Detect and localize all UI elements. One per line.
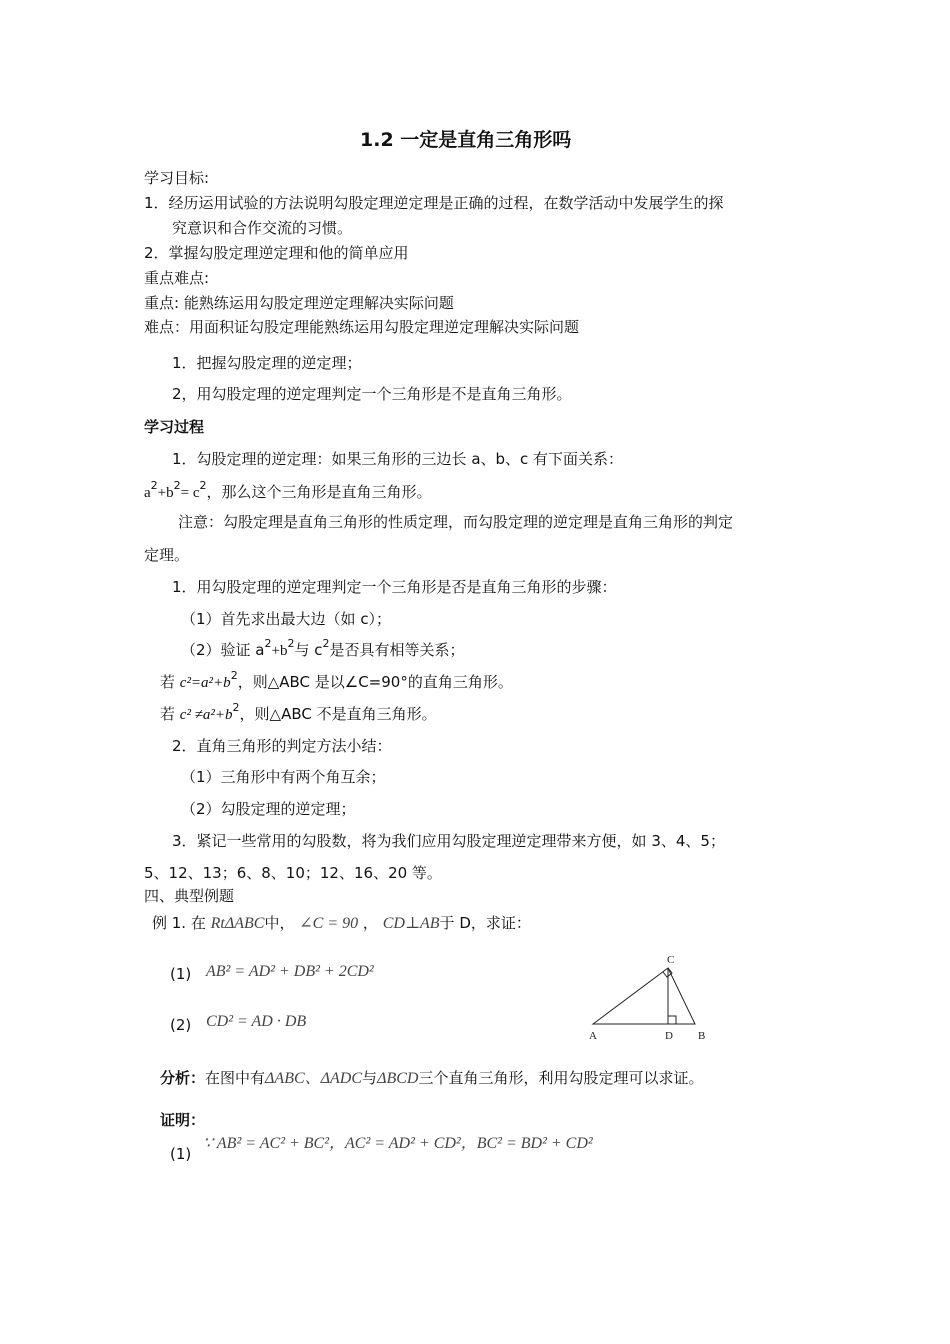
- step-2: [181, 637, 465, 662]
- step-2-b: +b: [271, 643, 288, 659]
- triangle-abc: [593, 968, 695, 1024]
- formula-c-exponent: 2: [199, 479, 207, 492]
- step-2-c-exponent: 2: [322, 637, 330, 650]
- goals-heading: 学习目标:: [144, 169, 210, 187]
- summary-1: （1）三角形中有两个角互余；: [181, 768, 386, 786]
- examples-heading: 四、典型例题: [144, 887, 235, 905]
- example-1-rt-triangle: RtΔABC: [210, 915, 265, 932]
- theorem-conclusion: ，那么这个三角形是直角三角形。: [206, 483, 432, 501]
- page-title: 1.2 一定是直角三角形吗: [360, 129, 572, 151]
- proof-1-label: (1): [170, 1145, 192, 1163]
- case-1: [160, 669, 513, 694]
- step-2-a-exponent: 2: [264, 637, 272, 650]
- example-1-zhong: 中，: [264, 914, 295, 932]
- remember-line-1: 3．紧记一些常用的勾股数，将为我们应用勾股定理逆定理带来方便，如 3、4、5；: [172, 832, 725, 850]
- goal-item-2: 2．掌握勾股定理逆定理和他的简单应用: [144, 244, 409, 262]
- case-1-prefix: 若: [160, 673, 180, 691]
- example-1-statement: [152, 913, 531, 934]
- right-angle-mark-d: [668, 1016, 676, 1024]
- step-2-prefix: （2）验证 a: [181, 641, 265, 659]
- formula-c: = c: [180, 485, 200, 501]
- claim-1-math: AB² = AD² + DB² + 2CD²: [206, 963, 374, 980]
- analysis-label: 分析：: [160, 1069, 206, 1087]
- example-1-comma: ，: [362, 914, 378, 932]
- note-line-2: 定理。: [144, 546, 190, 564]
- note-line-1: 注意：勾股定理是直角三角形的性质定理，而勾股定理的逆定理是直角三角形的判定: [178, 513, 734, 531]
- summary-heading: 2．直角三角形的判定方法小结：: [172, 737, 392, 755]
- analysis-triangle-2: ΔBCD: [377, 1070, 419, 1087]
- theorem-formula: [144, 479, 432, 504]
- analysis-post: 三个直角三角形，利用勾股定理可以求证。: [418, 1069, 704, 1087]
- triangle-figure: [585, 950, 715, 1045]
- step-2-suffix: 是否具有相等关系；: [329, 641, 465, 659]
- difficulty-point: 难点：用面积证勾股定理能熟练运用勾股定理逆定理解决实际问题: [144, 318, 580, 336]
- summary-2: （2）勾股定理的逆定理；: [181, 800, 356, 818]
- label-c: C: [667, 954, 675, 966]
- formula-a-exponent: 2: [150, 479, 158, 492]
- analysis: [160, 1068, 703, 1089]
- case-2: [160, 701, 437, 726]
- claim-2-label: (2): [170, 1016, 192, 1034]
- claim-1-label: (1): [170, 965, 192, 983]
- case-1-suffix: ，则△ABC 是以∠C=90°的直角三角形。: [237, 673, 513, 691]
- goal-item-1-cont: 究意识和合作交流的习惯。: [172, 219, 353, 237]
- label-a: A: [589, 1030, 597, 1042]
- steps-heading: 1．用勾股定理的逆定理判定一个三角形是否是直角三角形的步骤：: [172, 578, 617, 596]
- proof-1-math: ∵ AB² = AC² + BC²，AC² = AD² + CD²，BC² = BD² + CD²: [203, 1135, 593, 1152]
- key-point: 重点: 能熟练运用勾股定理逆定理解决实际问题: [144, 294, 454, 312]
- keypoints-heading: 重点难点:: [144, 269, 210, 287]
- case-1-math: c²=a²+b: [179, 675, 231, 691]
- remember-line-2: 5、12、13；6、8、10；12、16、20 等。: [144, 864, 442, 882]
- process-heading: 学习过程: [144, 418, 205, 436]
- theorem-intro: 1．勾股定理的逆定理：如果三角形的三边长 a、b、c 有下面关系：: [172, 450, 624, 468]
- example-1-suffix: 于 D，求证：: [439, 914, 531, 932]
- claim-2-math: CD² = AD · DB: [206, 1013, 307, 1030]
- case-2-suffix: ，则△ABC 不是直角三角形。: [239, 705, 437, 723]
- goal-item-1: 1．经历运用试验的方法说明勾股定理逆定理是正确的过程，在数学活动中发展学生的探: [144, 194, 724, 212]
- label-d: D: [665, 1030, 673, 1042]
- formula-b-exponent: 2: [173, 479, 181, 492]
- step-2-b-exponent: 2: [287, 637, 295, 650]
- task-1: 1．把握勾股定理的逆定理；: [172, 354, 362, 372]
- example-1-angle: ∠C = 90: [299, 915, 359, 932]
- analysis-and: 与: [362, 1069, 378, 1087]
- case-2-exponent: 2: [232, 701, 240, 714]
- proof-label: 证明：: [160, 1111, 206, 1129]
- case-2-prefix: 若: [160, 705, 180, 723]
- example-1-perp: CD⊥AB: [382, 915, 440, 932]
- analysis-triangles-1: ΔABC、ΔADC: [265, 1070, 363, 1087]
- case-2-math: c² ≠a²+b: [179, 707, 233, 723]
- formula-b: +b: [157, 485, 174, 501]
- case-1-exponent: 2: [230, 669, 238, 682]
- step-1: （1）首先求出最大边（如 c）；: [181, 610, 392, 628]
- label-b: B: [698, 1030, 706, 1042]
- analysis-pre: 在图中有: [205, 1069, 266, 1087]
- step-2-c: 与 c: [294, 641, 323, 659]
- formula-a: a: [144, 485, 151, 501]
- task-2: 2，用勾股定理的逆定理判定一个三角形是不是直角三角形。: [172, 385, 572, 403]
- example-1-prefix: 例 1. 在: [152, 914, 206, 932]
